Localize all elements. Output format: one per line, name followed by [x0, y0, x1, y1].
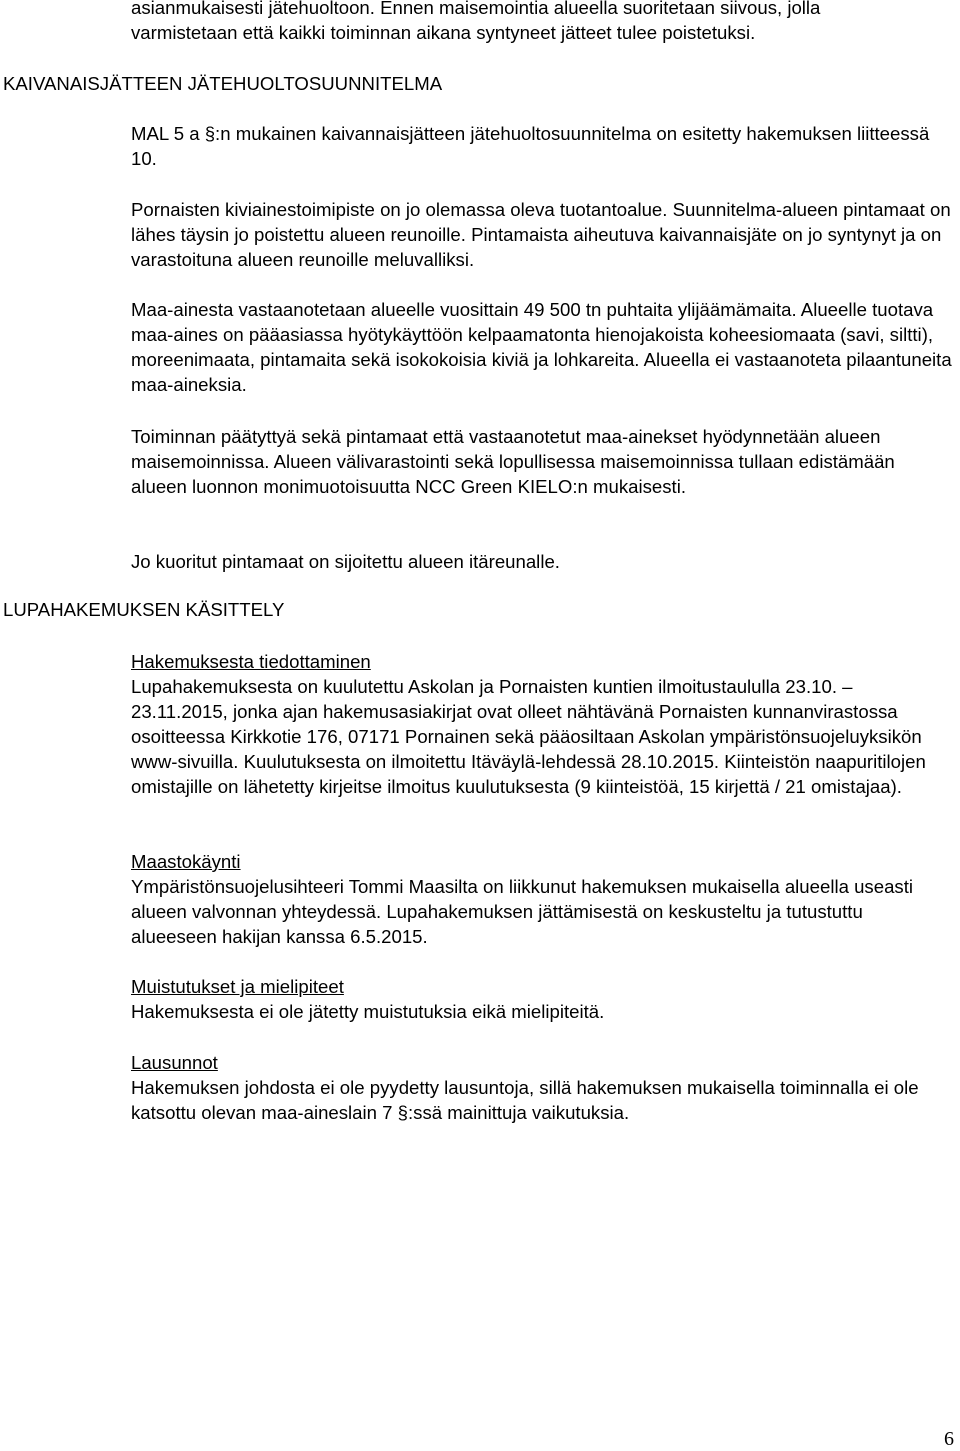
subsection-text-notification: Lupahakemuksesta on kuulutettu Askolan ja Pornaisten kuntien ilmoitustaululla 23.10. – 23.11.2015, jonka ajan hakemusasiakirjat ovat olleet nähtävänä Pornaisten kunnanvirastossa osoitteessa Kirkkotie 176, 07171 Pornainen sekä pääosiltaan Askolan ympäristönsuojeluyksikön www-sivuilla. Kuulutuksesta on ilmoitettu Itäväylä-lehdessä 28.10.2015. Kiinteistön naapuritilojen omistajille on lähetetty kirjeitse ilmoitus kuulutuksesta (9 kiinteistöä, 15 kirjettä / 21 omistajaa).: [131, 676, 926, 797]
subsection-statements: [131, 1050, 953, 1125]
intro-paragraph: [131, 0, 953, 45]
subsection-title-objections: Muistutukset ja mielipiteet: [131, 976, 344, 997]
subsection-site-visit: [131, 849, 953, 949]
page-number: 6: [944, 1428, 954, 1450]
subsection-text-site-visit: Ympäristönsuojelusihteeri Tommi Maasilta on liikkunut hakemuksen mukaisella alueella useasti alueen valvonnan yhteydessä. Lupahakemuksen jättämisestä on keskusteltu ja tutustuttu alueeseen hakijan kanssa 6.5.2015.: [131, 876, 914, 947]
section-heading-permit-processing: LUPAHAKEMUKSEN KÄSITTELY: [3, 599, 285, 620]
section-heading-waste-plan: KAIVANAISJÄTTEEN JÄTEHUOLTOSUUNNITELMA: [3, 73, 443, 94]
subsection-notification: [131, 649, 953, 799]
subsection-title-notification: Hakemuksesta tiedottaminen: [131, 651, 371, 672]
section1-paragraph-4: Toiminnan päätyttyä sekä pintamaat että vastaanotetut maa-ainekset hyödynnetään alueen maisemoinnissa. Alueen välivarastointi sekä lopullisessa maisemoinnissa tullaan edistämään alueen luonnon monimuotoisuutta NCC Green KIELO:n mukaisesti.: [131, 426, 895, 497]
subsection-text-statements: Hakemuksen johdosta ei ole pyydetty lausuntoja, sillä hakemuksen mukaisella toiminnalla ei ole katsottu olevan maa-aineslain 7 §:ssä mainittuja vaikutuksia.: [131, 1077, 919, 1123]
subsection-title-statements: Lausunnot: [131, 1052, 218, 1073]
section1-paragraph-2: Pornaisten kiviainestoimipiste on jo olemassa oleva tuotantoalue. Suunnitelma-alueen pintamaat on lähes täysin jo poistettu alueen reunoille. Pintamaista aiheutuva kaivannaisjäte on jo syntynyt ja on varastoituna alueen reunoille meluvalliksi.: [131, 199, 951, 270]
subsection-title-site-visit: Maastokäynti: [131, 851, 241, 872]
section1-paragraph-3: Maa-ainesta vastaanotetaan alueelle vuosittain 49 500 tn puhtaita ylijäämämaita. Alueelle tuotava maa-aines on pääasiassa hyötykäyttöön kelpaamatonta hienojakoista koheesiomaata (savi, siltti), moreenimaata, pintamaita sekä isokokoisia kiviä ja lohkareita. Alueella ei vastaanoteta pilaantuneita maa-aineksia.: [131, 299, 952, 395]
subsection-objections: [131, 974, 953, 1024]
section1-paragraph-1: MAL 5 a §:n mukainen kaivannaisjätteen jätehuoltosuunnitelma on esitetty hakemuksen liitteessä 10.: [131, 123, 930, 169]
subsection-text-objections: Hakemuksesta ei ole jätetty muistutuksia eikä mielipiteitä.: [131, 1001, 605, 1022]
intro-line-2: varmistetaan että kaikki toiminnan aikana syntyneet jätteet tulee poistetuksi.: [131, 22, 756, 43]
section1-paragraph-5: Jo kuoritut pintamaat on sijoitettu alueen itäreunalle.: [131, 551, 560, 572]
intro-line-1: asianmukaisesti jätehuoltoon. Ennen maisemointia alueella suoritetaan siivous, jolla: [131, 0, 821, 18]
